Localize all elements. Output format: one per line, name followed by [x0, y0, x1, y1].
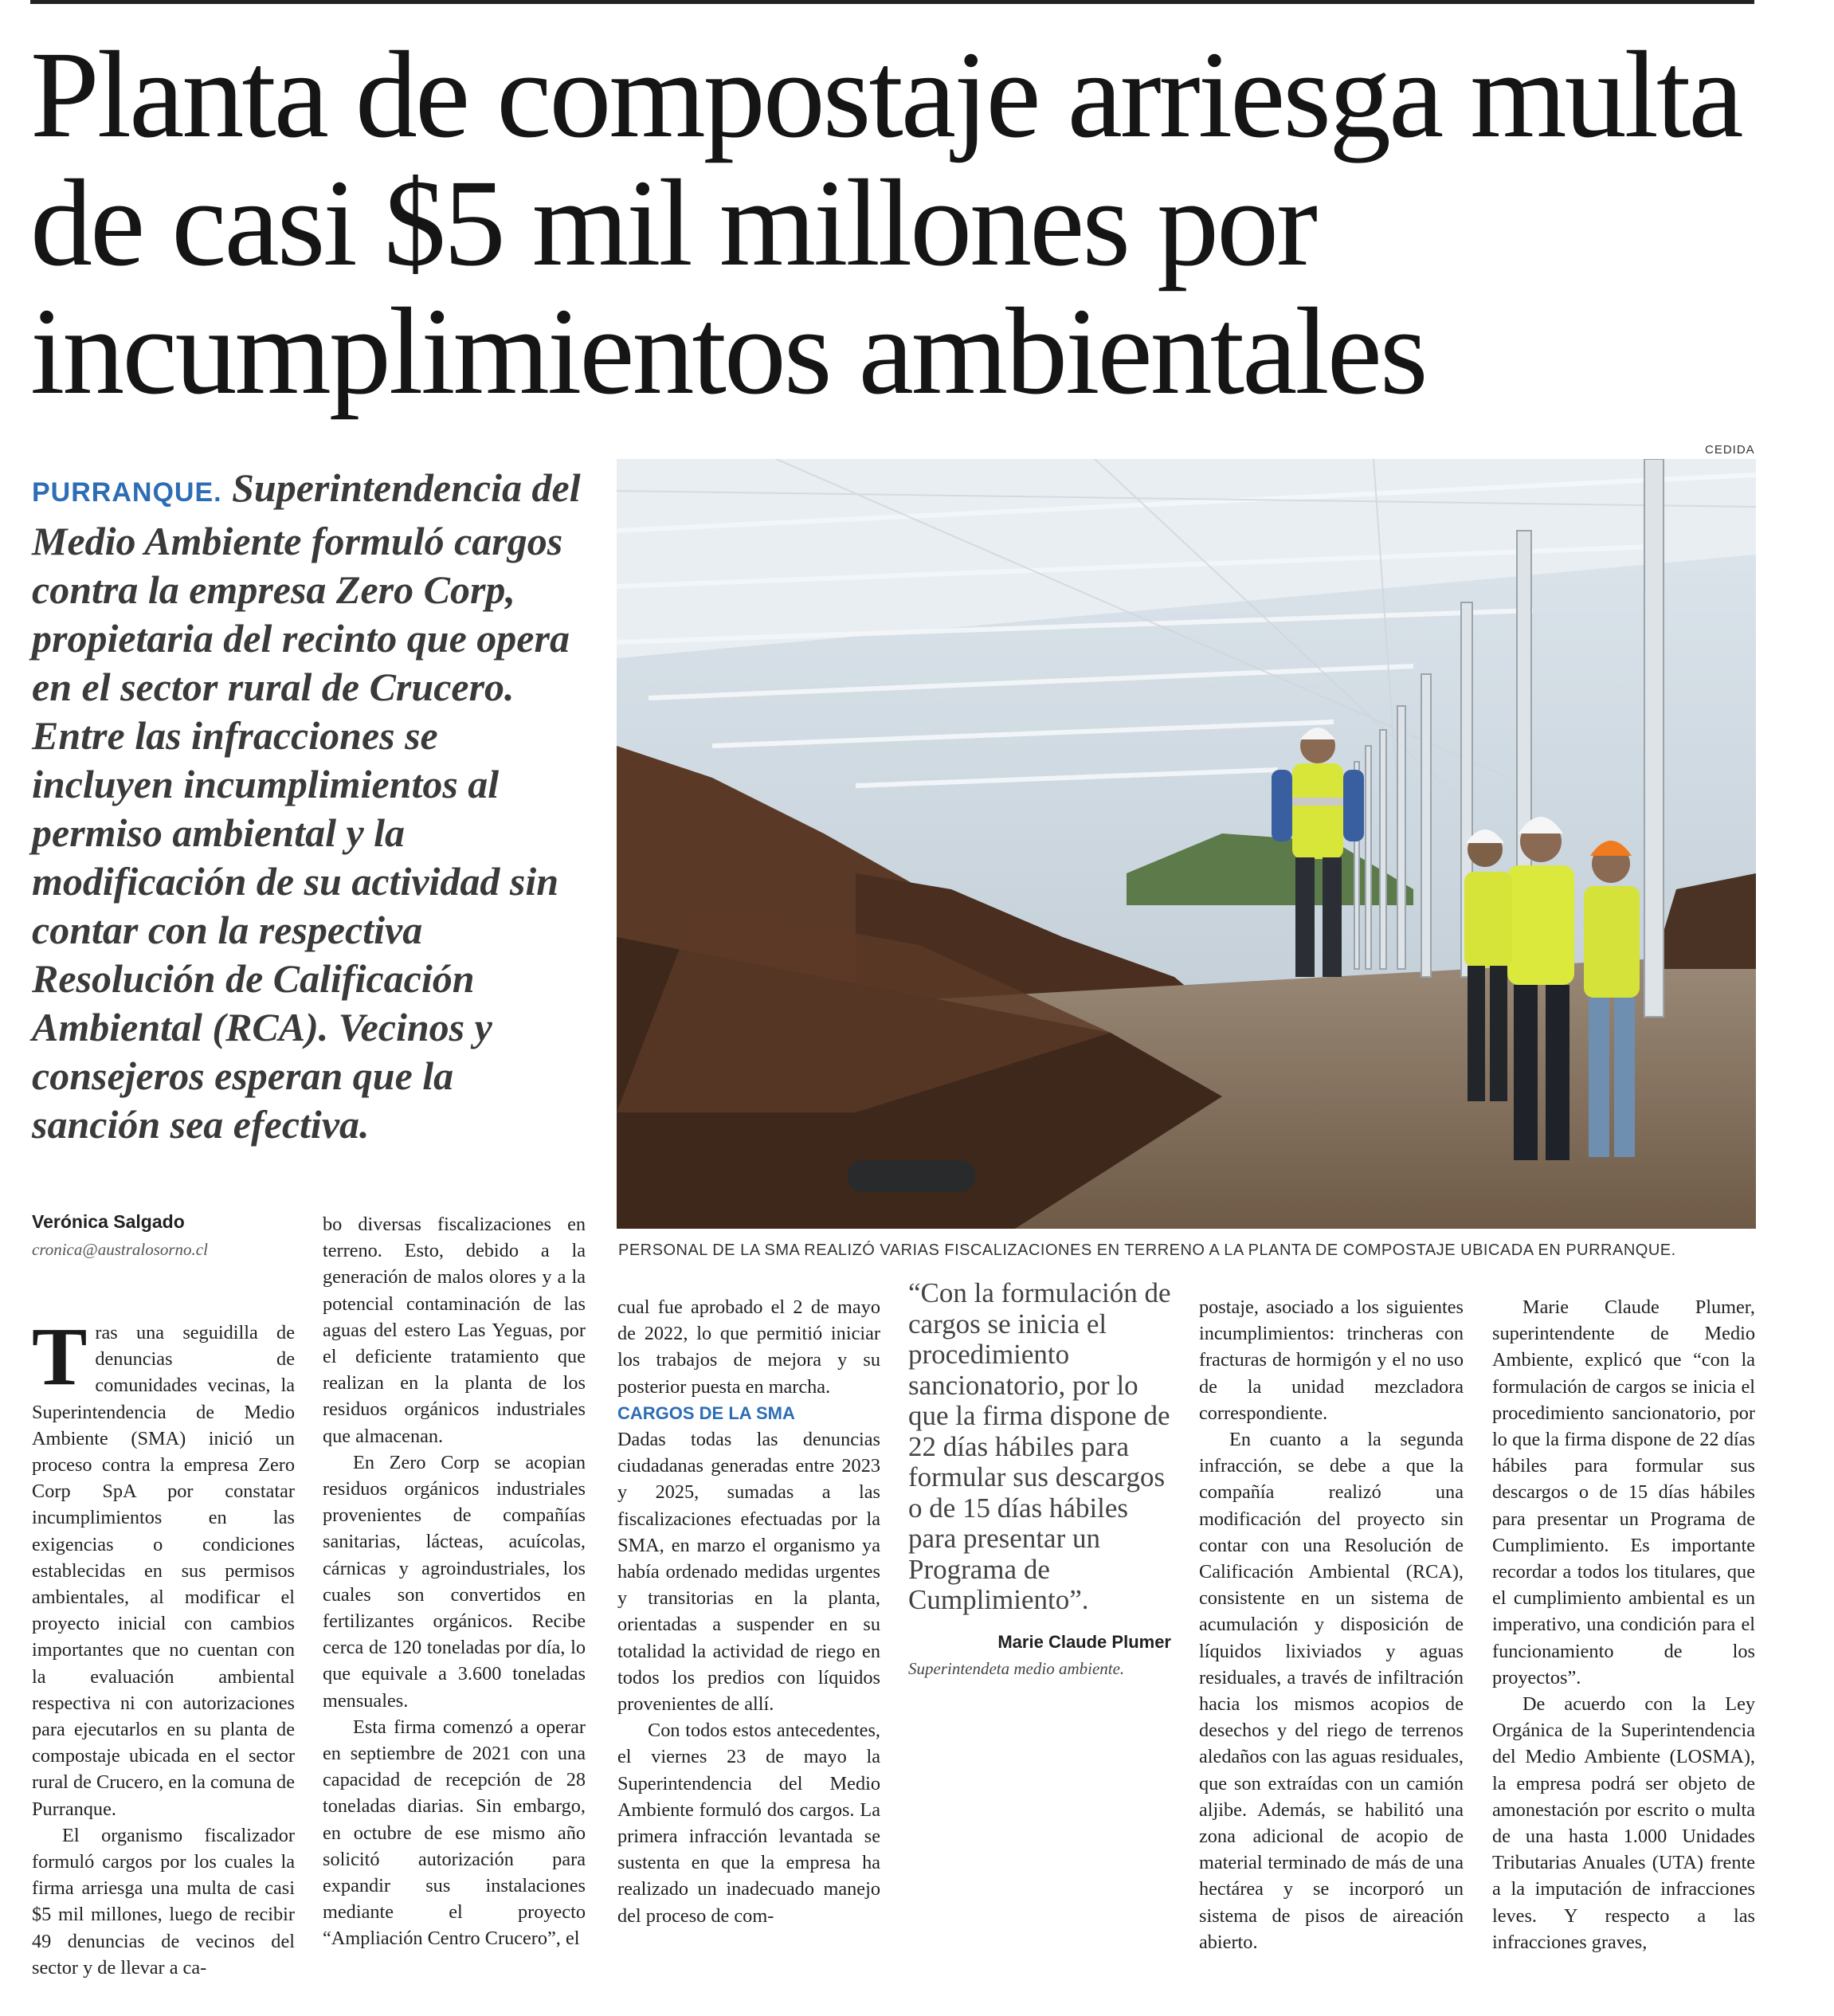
photo-credit: CEDIDA — [1705, 443, 1755, 457]
top-rule — [30, 0, 1754, 4]
pull-quote-name: Marie Claude Plumer — [997, 1632, 1171, 1652]
paragraph: bo diversas fiscalizaciones en terreno. Esto, debido a la generación de malos olores y a la potencial contaminación de las aguas del estero Las Yeguas, por el deficiente tratamiento que realizan en la planta de los residuos orgánicos industriales que almacenan. — [323, 1214, 586, 1447]
paragraph: Dadas todas las denuncias ciudadanas generadas entre 2023 y 2025, sumadas a las fiscalizaciones efectuadas por la SMA, en marzo el organismo ya había ordenado medidas urgentes y transitorias en la planta, orientadas a suspender en su totalidad la actividad de riego en todos los predios con líquidos provenientes de allí. — [617, 1429, 880, 1716]
lede-text: Superintendencia del Medio Ambiente formuló cargos contra la empresa Zero Corp, propietaria del recinto que opera en el sector rural de Crucero. Entre las infracciones se incluyen incumplimientos al permiso ambiental y la modificación de su actividad sin contar con la respectiva Resolución de Calificación Ambiental (RCA). Vecinos y consejeros esperan que la sanción sea efectiva. — [32, 465, 581, 1147]
body-column-2 — [323, 1211, 586, 1952]
body-column-1 — [32, 1311, 295, 1981]
lede-location: PURRANQUE. — [32, 477, 222, 508]
paragraph: Esta firma comenzó a operar en septiembre de 2021 con una capacidad de recepción de 28 toneladas diarias. Sin embargo, en octubre de ese mismo año solicitó autorización para expandir sus instalaciones mediante el proyecto “Ampliación Centro Crucero”, el — [323, 1716, 586, 1950]
section-subhead: CARGOS DE LA SMA — [617, 1402, 795, 1423]
paragraph: postaje, asociado a los siguientes incumplimientos: trincheras con fracturas de hormigón y el no uso de la unidad mezcladora correspondiente. — [1199, 1296, 1464, 1424]
paragraph-text: ras una seguidilla de denuncias de comunidades vecinas, la Superintendencia de Medio Ambiente (SMA) inició un proceso contra la empresa Zero Corp SpA por constatar incumplimientos en las exigencias o condiciones establecidas en sus permisos ambientales, al modificar el proyecto inicial con cambios importantes que no cuentan con la evaluación ambiental respectiva ni con autorizaciones para ejecutarlos en su planta de compostaje ubicada en el sector rural de Crucero, en la comuna de Purranque. — [32, 1322, 295, 1820]
paragraph: El organismo fiscalizador formuló cargos por los cuales la firma arriesga una multa de casi $5 mil millones, luego de recibir 49 denuncias de vecinos del sector y de llevar a ca- — [32, 1824, 295, 1979]
lede — [32, 464, 590, 1149]
paragraph: cual fue aprobado el 2 de mayo de 2022, lo que permitió iniciar los trabajos de mejora y su posterior puesta en marcha. — [617, 1296, 880, 1398]
article-photo — [617, 459, 1756, 1229]
paragraph: En cuanto a la segunda infracción, se debe a que la compañía realizó una modificación del proyecto sin contar con una Resolución de Calificación Ambiental (RCA), consistente en un sistema de acumulación y disposición de líquidos lixiviados y aguas residuales, a través de infiltración hacia los mismos acopios de desechos y del riego de terrenos aledaños con las aguas residuales, que son extraídas con un camión aljibe. Además, se habilitó una zona adicional de acopio de material terminado de más de una hectárea y se incorporó un sistema de pisos de aireación abierto. — [1199, 1429, 1464, 1953]
paragraph: Marie Claude Plumer, superintendente de Medio Ambiente, explicó que “con la formulación de cargos se inicia el procedimiento sancionatorio, por lo que la firma dispone de 22 días hábiles para formular sus descargos o de 15 días hábiles para presentar un Programa de Cumplimiento. Es importante recordar a todos los titulares, que el cumplimiento ambiental es un imperativo, una condición para el funcionamiento de los proyectos”. — [1492, 1296, 1755, 1688]
photo-caption: PERSONAL DE LA SMA REALIZÓ VARIAS FISCALIZACIONES EN TERRENO A LA PLANTA DE COMPOSTAJE UBICADA EN PURRANQUE. — [618, 1241, 1676, 1259]
body-column-5 — [1199, 1294, 1464, 1955]
paragraph: De acuerdo con la Ley Orgánica de la Superintendencia del Medio Ambiente (LOSMA), la empresa podrá ser objeto de amonestación por escrito o multa de una hasta 1.000 Unidades Tributarias Anuales (UTA) frente a la imputación de infracciones leves. Y respecto a las infracciones graves, — [1492, 1693, 1755, 1953]
paragraph: En Zero Corp se acopian residuos orgánicos industriales provenientes de compañías sanitarias, lácteas, acuícolas, cárnicas y agroindustriales, los cuales son convertidos en fertilizantes orgánicos. Recibe cerca de 120 toneladas por día, lo que equivale a 3.600 toneladas mensuales. — [323, 1451, 586, 1712]
byline-author: Verónica Salgado — [32, 1211, 185, 1232]
dropcap: T — [32, 1311, 88, 1402]
paragraph: Con todos estos antecedentes, el viernes 23 de mayo la Superintendencia del Medio Ambiente formuló dos cargos. La primera infracción levantada se sustenta en que la empresa ha realizado un inadecuado manejo del proceso de com- — [617, 1720, 880, 1927]
paragraph — [32, 1311, 295, 1822]
body-column-3 — [617, 1294, 880, 1929]
byline-email[interactable]: cronica@australosorno.cl — [32, 1240, 208, 1259]
compost-site-illustration — [617, 459, 1756, 1229]
body-column-6 — [1492, 1294, 1755, 1955]
headline: Planta de compostaje arriesga multa de casi $5 mil millones por incumplimientos ambientales — [30, 25, 1742, 420]
pull-quote-role: Superintendeta medio ambiente. — [908, 1659, 1125, 1678]
pull-quote: “Con la formulación de cargos se inicia el procedimiento sancionatorio, por lo que la firma dispone de 22 días hábiles para formular sus descargos o de 15 días hábiles para presentar un Programa de Cumplimiento”. — [908, 1277, 1171, 1615]
